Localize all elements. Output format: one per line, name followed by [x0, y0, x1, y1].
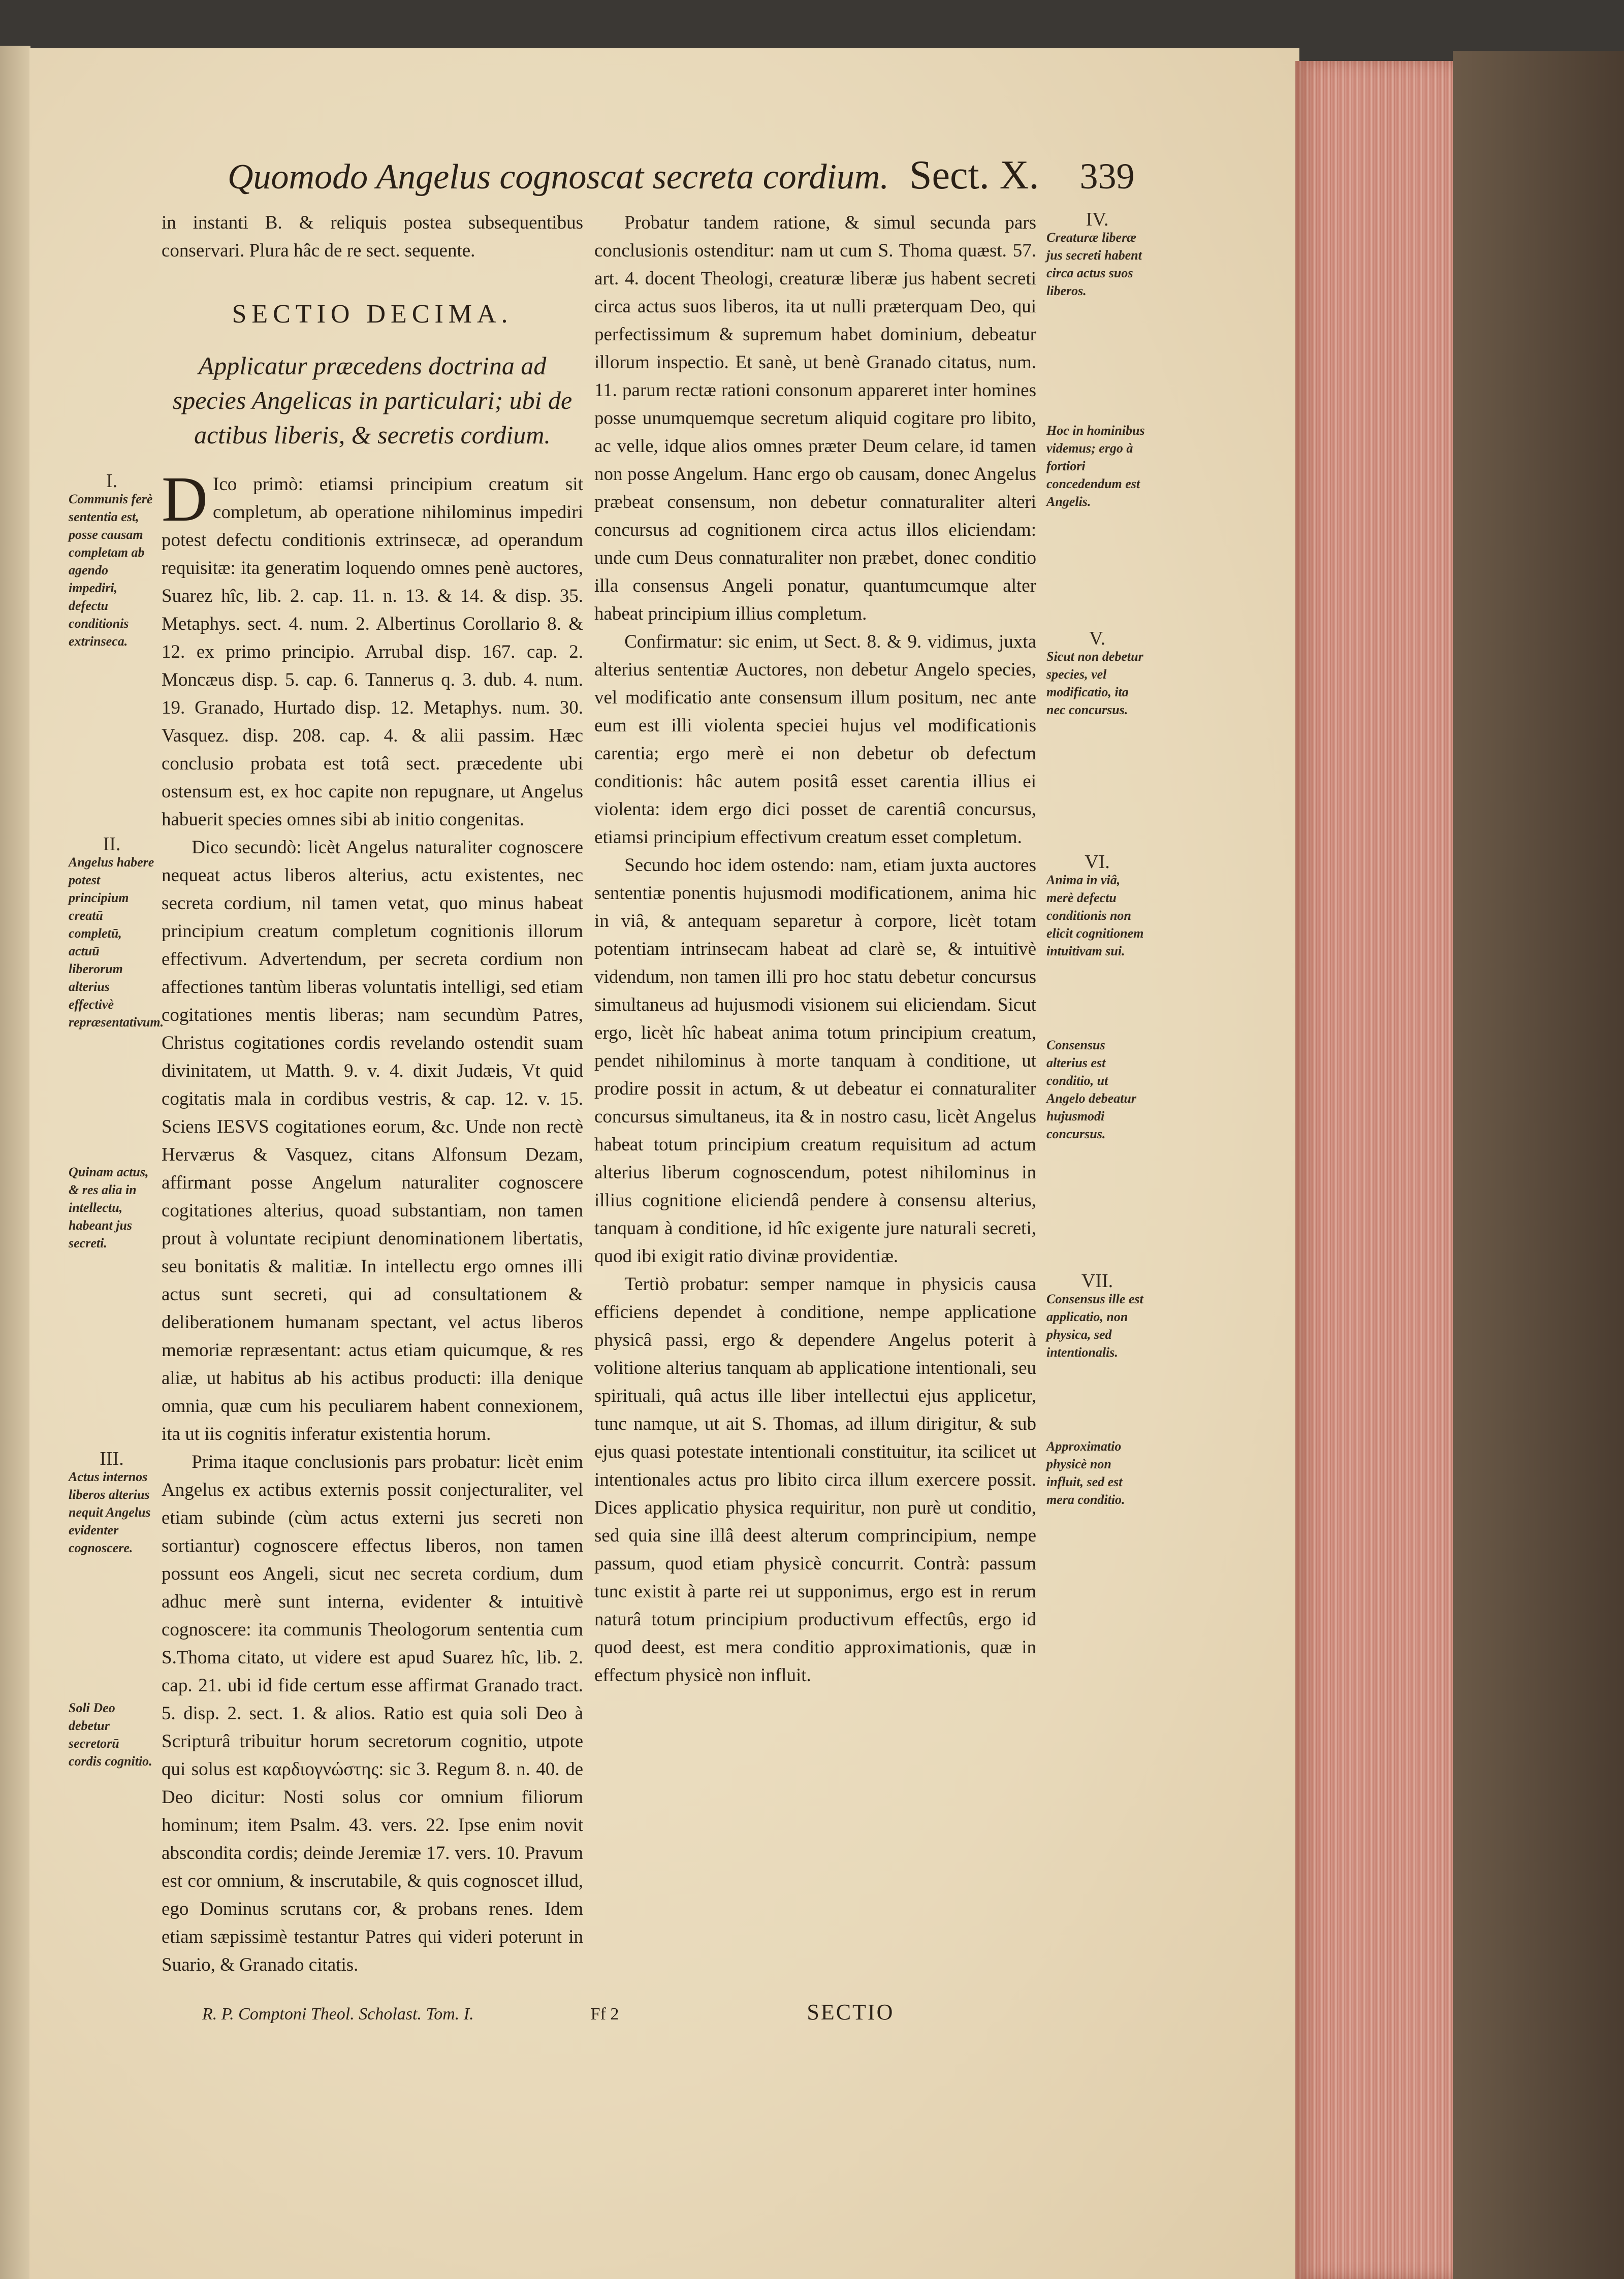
margin-notes — [1046, 630, 1148, 719]
right-paragraph-3 — [594, 851, 1144, 1270]
paragraph: Dico secundò: licèt Angelus naturaliter cognoscere nequeat actus liberos alterius, actu existentes, nec secreta cordium, nil tamen vetat, quo minus habeat principium creatum completum cognitionis illorum effectivum. Advertendum, per secreta cordium non affectiones tantùm liberas voluntatis intelligi, sed etiam cogitationes mentis liberas; nam secundùm Patres, Christus cogitationes cordis revelando ostendit suam divinitatem, ut Matth. 9. v. 4. dixit Judæis, Vt quid cogitatis mala in cordibus vestris, & cap. 12. v. 15. Sciens IESVS cogitationes eorum, &c. Unde non rectè Herværus & Vasquez, citans Alfonsum Dezam, affirmant posse Angelum naturaliter cognoscere cogitationes alterius, quoad substantiam, non tamen prout à voluntate recipiunt denominationem libertatis, seu bonitatis & malitiæ. In intellectu ergo omnes illi actus sunt secreti, qui ad consultationem & deliberationem humanam spectant, vel actus liberos memoriæ repræsentant: actus etiam quicumque, & res aliæ, ut habitus ab his actibus producti: illa denique omnia, quæ cum his peculiarem habent connexionem, ita ut iis cognitis inferatur existentia horum. — [162, 837, 583, 1445]
margin-note: Quinam actus, & res alia in intellectu, habeant jus secreti. — [69, 1165, 149, 1250]
text-columns — [69, 209, 1145, 1979]
page-edges — [1295, 61, 1458, 2279]
right-column — [594, 209, 1145, 1689]
left-paragraph-2 — [69, 833, 583, 1448]
margin-note: Approximatio physicè non influit, sed est mera conditio. — [1046, 1439, 1125, 1507]
margin-notes — [69, 1450, 155, 1770]
page-footer — [202, 1999, 1036, 2025]
margin-note: II. Angelus habere potest principium creatū completū, actuū liberorum alterius effectivè repræsentativum. — [69, 833, 164, 1030]
margin-note: III. Actus internos liberos alterius nequit Angelus evidenter cognoscere. — [69, 1448, 151, 1555]
page-number: 339 — [1079, 156, 1135, 197]
left-top-text: in instanti B. & reliquis postea subsequentibus conservari. Plura hâc de re sect. sequente. — [162, 212, 583, 261]
margin-note: Soli Deo debetur secretorū cordis cognitio. — [69, 1700, 152, 1769]
paragraph: Tertiò probatur: semper namque in physicis causa efficiens dependet à conditione, nempe applicatione physicâ passi, ergo & dependere Angelus poterit à volitione alterius tanquam ab applicatione intentionali, seu spirituali, quâ actus ille liber intellectui ejus applicetur, tunc namque, ut ait S. Thomas, ad illum dirigitur, & sub ejus quasi potestate intentionali constituitur, ita scilicet ut intentionales actus pro libito circa illum exercere possit. Dices applicatio physica requiritur, non purè ut conditio, sed quia sine illâ deest alterum comprincipium, nempe passum, quod etiam physicè concurrit. Contrà: passum tunc existit à parte rei ut supponimus, ergo est in rerum naturâ totum principium productivum effectûs, ergo id quod deest, est mera conditio approximationis, quæ in effectum physicè non influit. — [594, 1274, 1036, 1686]
margin-note: Consensus alterius est conditio, ut Angelo debeatur hujusmodi concursus. — [1046, 1038, 1136, 1141]
left-paragraph-1 — [69, 464, 583, 833]
section-heading: SECTIO DECIMA. — [232, 300, 513, 329]
running-header — [228, 152, 1135, 199]
footer-signature: R. P. Comptoni Theol. Scholast. Tom. I. — [202, 2005, 474, 2024]
paragraph: Confirmatur: sic enim, ut Sect. 8. & 9. vidimus, juxta alterius sententiæ Auctores, non debetur Angelo species, vel modificatio ante consensum illum positum, nec ante eum est illi violenta speciei hujus vel modificationis carentia; ergo merè ei non debetur ob defectum conditionis: hâc autem positâ esset carentia illius ei violenta: idem ergo dici posset de carentiâ concursus, etiamsi principium effectivum creatum esset completum. — [594, 631, 1036, 848]
margin-notes — [69, 833, 164, 1252]
book-cover-edge — [1453, 51, 1624, 2279]
margin-note: I. Communis ferè sententia est, posse causam completam ab agendo impediri, defectu conditionis extrinseca. — [69, 470, 153, 649]
margin-note: VI. Anima in viâ, merè defectu conditionis non elicit cognitionem intuitivam sui. — [1046, 851, 1144, 958]
left-column — [69, 209, 583, 1979]
paragraph: Probatur tandem ratione, & simul secunda pars conclusionis ostenditur: nam ut cum S. Thoma quæst. 57. art. 4. docent Theologi, creaturæ liberæ jus habent secreti circa actus suos liberos, ita ut nulli præterquam Deo, qui perfectissimum & supremum habet dominium, debeatur illorum inspectio. Et sanè, ut benè Granado citatus, num. 11. parum rectæ rationi consonum appareret inter homines posse unumquemque secretum aliquid cogitare pro libito, ac velle, idque alios omnes præter Deum celare, id tamen non posse Angelum. Hanc ergo ob causam, donec Angelus præbeat consensum, non debetur connaturaliter alteri concursus ad cognitionem circa actus illos eliciendam: unde cum Deus connaturaliter non præbet, donec conditio illa consensus Angeli ponatur, quantumcumque alter habeat principium illius completum. — [594, 212, 1036, 624]
paragraph: Secundo hoc idem ostendo: nam, etiam juxta auctores sententiæ ponentis hujusmodi modificationem, anima hic in viâ, & antequam separetur à corpore, licèt totam potentiam intrinsecam habeat ad clarè se, & intuitivè videndum, non tamen illi pro hoc statu debetur concursus simultaneus ad hujusmodi visionem sui eliciendam. Sicut ergo, licèt hîc habeat anima totum principium creatum, pendet nihilominus à morte tanquam à conditione, ut prodire possit in actum, & ut debeatur ei connaturaliter concursus simultaneus, ita & in nostro casu, licèt Angelus habeat totum principium creatum requisitum ad actum alterius liberum cognoscendum, potest nihilominus in illius cognitione eliciendâ pendere à consensu alterius, tanquam à conditione, id hîc exigente jure naturali secreti, quod ibi exigit ratio divinæ providentiæ. — [594, 855, 1036, 1267]
margin-note: V. Sicut non debetur species, vel modificatio, ita nec concursus. — [1046, 628, 1143, 717]
page-content — [69, 0, 1145, 2086]
right-paragraph-1 — [594, 209, 1145, 628]
section-subtitle: Applicatur præcedens doctrina ad species Angelicas in particulari; ubi de actibus liberis, & secretis cordium. — [172, 351, 572, 449]
paragraph: Prima itaque conclusionis pars probatur: licèt enim Angelus ex actibus externis possit conjecturaliter, vel etiam subinde (cùm actus externi jus secreti non sortiantur) cognoscere effectus liberos, non tamen possunt eos Angeli, sicut nec secreta cordium, dum adhuc merè sunt interna, evidenter & intuitivè cognoscere: ita communis Theologorum sententia cum S.Thoma citato, ut videre est apud Suarez hîc, lib. 2. cap. 21. ubi id fide certum esse affirmat Granado tract. 5. disp. 2. sect. 1. & alios. Ratio est quia soli Deo à Scripturâ tribuitur horum secretorum cognitio, utpote qui solus est καρδιογνώστης: sic 3. Regum 8. n. 40. de Deo dicitur: Nosti solus cor omnium filiorum hominum; item Psalm. 43. vers. 22. Ipse enim novit abscondita cordis; deinde Jeremiæ 17. vers. 10. Pravum est cor omnium, & inscrutabile, & quis cognoscet illud, ego Dominus scrutans cor, & probans renes. Idem etiam sæpissimè testantur Patres qui videri poterunt in Suario, & Granado citatis. — [162, 1452, 583, 1975]
right-paragraph-4 — [594, 1270, 1143, 1689]
facing-page-edge — [0, 46, 30, 2279]
paragraph-text: Ico primò: etiamsi principium creatum sit completum, ab operatione nihilominus impediri potest defectu conditionis extrinsecæ, ad operandum requisitæ: ita generatim loquendo omnes penè auctores, Suarez hîc, lib. 2. cap. 11. n. 13. & 14. & disp. 35. Metaphys. sect. 4. num. 2. Albertinus Corollario 8. & 12. ex primo principio. Arrubal disp. 167. cap. 2. Moncæus disp. 5. cap. 6. Tannerus q. 3. dub. 4. num. 19. Granado, Hurtado disp. 12. Metaphys. num. 30. Vasquez. disp. 208. cap. 4. & alii passim. Hæc conclusio probata est totâ sect. præcedente ubi ostensum est, ex hoc capite non repugnare, ut Angelus habuerit species omnes sibi ab initio congenitas. — [162, 474, 583, 830]
margin-note: VII. Consensus ille est applicatio, non physica, sed intentionalis. — [1046, 1270, 1143, 1360]
margin-note: Hoc in hominibus videmus; ergo à fortiori concedendum est Angelis. — [1046, 423, 1145, 509]
margin-note: IV. Creaturæ liberæ jus secreti habent circa actus suos liberos. — [1046, 209, 1142, 298]
running-section: Sect. X. — [909, 153, 1039, 198]
signature-mark: Ff 2 — [590, 2005, 619, 2024]
catchword: SECTIO — [807, 2000, 895, 2025]
margin-notes — [1046, 1272, 1148, 1508]
right-paragraph-2 — [594, 628, 1143, 851]
running-title: Quomodo Angelus cognoscat secreta cordium. — [228, 157, 889, 197]
margin-notes — [1046, 211, 1148, 510]
margin-notes — [69, 472, 155, 650]
drop-cap: D — [162, 464, 208, 535]
margin-notes — [1046, 853, 1148, 1143]
left-paragraph-3 — [69, 1448, 583, 1979]
